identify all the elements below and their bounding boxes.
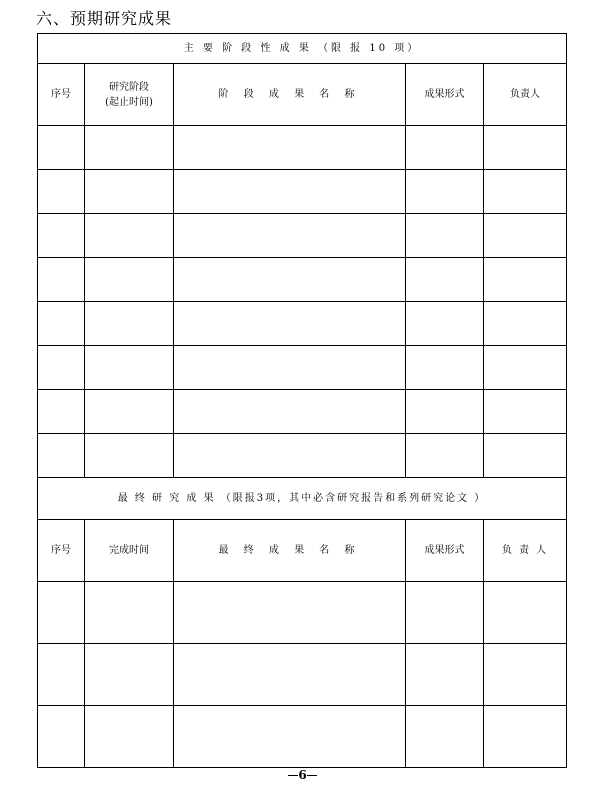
table-row: [38, 258, 567, 302]
stage-results-table: [37, 33, 567, 478]
table-cell[interactable]: [484, 302, 567, 346]
table-cell[interactable]: [484, 214, 567, 258]
table-cell[interactable]: [174, 582, 406, 644]
dash-left: [288, 775, 298, 776]
section-title: 六、预期研究成果: [36, 9, 173, 28]
table-cell[interactable]: [484, 434, 567, 478]
table-row: [38, 346, 567, 390]
table-row: [38, 302, 567, 346]
header-form: 成果形式: [406, 64, 484, 126]
table-cell[interactable]: [174, 258, 406, 302]
table-cell[interactable]: [174, 302, 406, 346]
table-row: [38, 390, 567, 434]
table-cell[interactable]: [85, 582, 174, 644]
table-cell[interactable]: [85, 302, 174, 346]
table-cell[interactable]: [484, 644, 567, 706]
table-row: [38, 170, 567, 214]
table-cell[interactable]: [406, 346, 484, 390]
table-cell[interactable]: [484, 390, 567, 434]
table-cell[interactable]: [174, 434, 406, 478]
table-cell[interactable]: [38, 126, 85, 170]
table-row: [38, 434, 567, 478]
table-row: [38, 706, 567, 768]
table-cell[interactable]: [174, 126, 406, 170]
header-owner: 负 责 人: [484, 520, 567, 582]
table-cell[interactable]: [38, 214, 85, 258]
table-cell[interactable]: [484, 706, 567, 768]
table-cell[interactable]: [174, 214, 406, 258]
table-cell[interactable]: [38, 346, 85, 390]
table-cell[interactable]: [38, 170, 85, 214]
header-owner: 负责人: [484, 64, 567, 126]
table-cell[interactable]: [406, 170, 484, 214]
table-cell[interactable]: [38, 582, 85, 644]
table-cell[interactable]: [85, 126, 174, 170]
table-cell[interactable]: [85, 706, 174, 768]
table-cell[interactable]: [406, 258, 484, 302]
header-time: 完成时间: [85, 520, 174, 582]
header-index: 序号: [38, 520, 85, 582]
header-form: 成果形式: [406, 520, 484, 582]
stage-table-banner: 主 要 阶 段 性 成 果 （限 报 10 项）: [38, 34, 567, 64]
table-cell[interactable]: [38, 390, 85, 434]
table-cell[interactable]: [406, 126, 484, 170]
table-cell[interactable]: [174, 346, 406, 390]
table-cell[interactable]: [174, 390, 406, 434]
table-cell[interactable]: [174, 644, 406, 706]
table-cell[interactable]: [484, 170, 567, 214]
table-cell[interactable]: [85, 346, 174, 390]
header-stage: [85, 64, 174, 126]
final-results-table: [37, 477, 567, 768]
dash-right: [307, 775, 317, 776]
table-cell[interactable]: [406, 706, 484, 768]
page-number: [0, 768, 605, 782]
table-row: [38, 644, 567, 706]
header-index: 序号: [38, 64, 85, 126]
final-table-banner: 最 终 研 究 成 果 （限报3项，其中必含研究报告和系列研究论文 ）: [38, 478, 567, 520]
table-cell[interactable]: [174, 170, 406, 214]
header-stage-name: 阶 段 成 果 名 称: [174, 64, 406, 126]
table-cell[interactable]: [38, 644, 85, 706]
table-row: [38, 214, 567, 258]
table-row: [38, 126, 567, 170]
table-cell[interactable]: [85, 258, 174, 302]
table-cell[interactable]: [85, 390, 174, 434]
table-cell[interactable]: [406, 390, 484, 434]
table-cell[interactable]: [85, 214, 174, 258]
table-cell[interactable]: [406, 582, 484, 644]
header-stage-line1: 研究阶段: [109, 81, 149, 93]
page-number-value: 6: [298, 768, 307, 782]
table-row: [38, 582, 567, 644]
table-cell[interactable]: [406, 214, 484, 258]
table-cell[interactable]: [38, 706, 85, 768]
header-stage-line2: (起止时间): [105, 96, 153, 108]
table-cell[interactable]: [38, 434, 85, 478]
table-cell[interactable]: [174, 706, 406, 768]
header-final-name: 最 终 成 果 名 称: [174, 520, 406, 582]
table-cell[interactable]: [484, 126, 567, 170]
table-cell[interactable]: [38, 258, 85, 302]
table-cell[interactable]: [406, 434, 484, 478]
table-cell[interactable]: [484, 582, 567, 644]
table-cell[interactable]: [85, 644, 174, 706]
table-cell[interactable]: [85, 434, 174, 478]
table-cell[interactable]: [406, 644, 484, 706]
table-cell[interactable]: [484, 258, 567, 302]
table-cell[interactable]: [38, 302, 85, 346]
table-cell[interactable]: [85, 170, 174, 214]
table-cell[interactable]: [406, 302, 484, 346]
table-cell[interactable]: [484, 346, 567, 390]
